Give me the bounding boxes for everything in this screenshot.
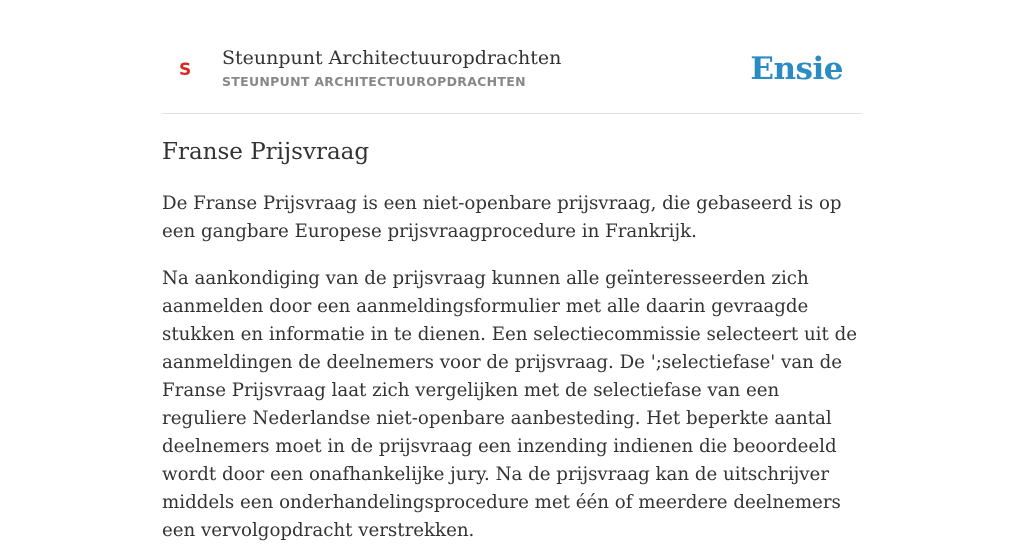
source-title[interactable]: Steunpunt Architectuuropdrachten <box>222 47 562 69</box>
page-title: Franse Prijsvraag <box>162 139 370 165</box>
brand-logo[interactable]: Ensie <box>750 51 843 87</box>
source-header <box>162 0 862 114</box>
source-subtitle: STEUNPUNT ARCHITECTUUROPDRACHTEN <box>222 74 526 89</box>
paragraph-body: Na aankondiging van de prijsvraag kunnen alle geïnteresseerden zich aanmelden door een aanmeldingsformulier met alle daarin gevraagde stukken en informatie in te dienen. Een selectiecommissie selecteert uit de aanmeldingen de deelnemers voor de prijsvraag. De ';selectiefase' van de Franse Prijsvraag laat zich vergelijken met de selectiefase van een reguliere Nederlandse niet-openbare aanbesteding. Het beperkte aantal deelnemers moet in de prijsvraag een inzending indienen die beoordeeld wordt door een onafhankelijke jury. Na de prijsvraag kan de uitschrijver middels een onderhandelingsprocedure met één of meerdere deelnemers een vervolgopdracht verstrekken. <box>162 268 857 541</box>
paragraph-intro: De Franse Prijsvraag is een niet-openbare prijsvraag, die gebaseerd is op een gangbare Europese prijsvraagprocedure in Frankrijk. <box>162 193 842 242</box>
source-logo[interactable]: S <box>179 60 192 80</box>
page-container <box>162 0 862 541</box>
